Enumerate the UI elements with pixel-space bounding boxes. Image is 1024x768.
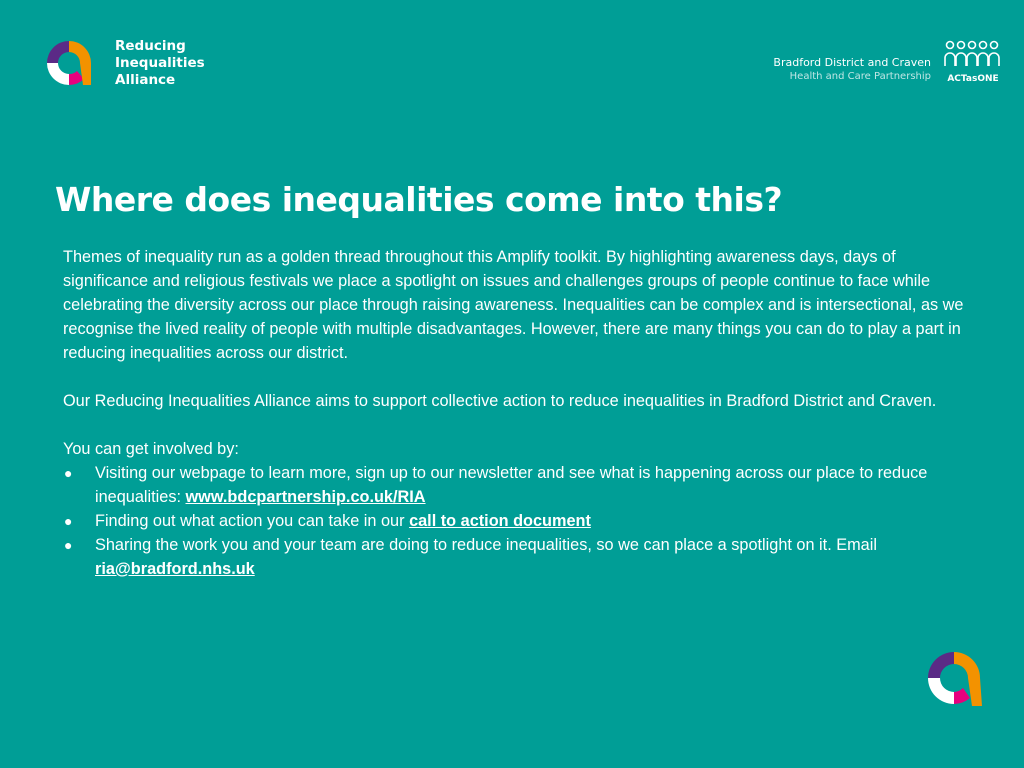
intro-paragraph: Themes of inequality run as a golden thread throughout this Amplify toolkit. By highlighting awareness days, days of significance and religious festivals we place a spotlight on issues and challenges groups of people continue to face while celebrating the diversity across our place through raising awareness. Inequalities can be complex and is intersectional, as we recognise the lived reality of people with multiple disadvantages. However, there are many things you can do to play a part in reducing inequalities across our district. xyxy=(63,248,964,362)
act-as-one-icon xyxy=(942,40,1004,68)
ria-logo xyxy=(40,37,220,89)
call-to-action-link[interactable]: call to action document xyxy=(409,512,591,530)
list-item xyxy=(63,509,968,533)
partnership-line-1: Bradford District and Craven xyxy=(773,56,931,69)
ria-logo-icon xyxy=(40,37,98,89)
logo-line: Alliance xyxy=(115,72,176,88)
involvement-list xyxy=(63,461,968,581)
email-link[interactable]: ria@bradford.nhs.uk xyxy=(95,560,255,578)
ria-logo-text xyxy=(115,38,205,89)
bullet-text: Sharing the work you and your team are doing to reduce inequalities, so we can place a spotlight on it. Email xyxy=(95,536,877,554)
page-title: Where does inequalities come into this? xyxy=(55,180,783,219)
list-item xyxy=(63,461,968,509)
logo-line: Reducing xyxy=(115,38,186,54)
webpage-link[interactable]: www.bdcpartnership.co.uk/RIA xyxy=(185,488,426,506)
alliance-paragraph: Our Reducing Inequalities Alliance aims to support collective action to reduce inequalities in Bradford District and Craven. xyxy=(63,392,937,410)
bullet-icon: ● xyxy=(64,513,73,529)
bullet-icon: ● xyxy=(64,465,73,481)
partnership-name xyxy=(773,56,931,83)
partnership-line-2: Health and Care Partnership xyxy=(789,71,931,82)
bullet-text: Visiting our webpage to learn more, sign up to our newsletter and see what is happening across our place to reduce inequalities: xyxy=(95,464,928,506)
act-as-one-label: ACTasONE xyxy=(947,74,999,84)
logo-line: Inequalities xyxy=(115,55,205,71)
corner-logo-icon xyxy=(924,648,984,710)
bullet-text: Finding out what action you can take in our xyxy=(95,512,410,530)
corner-logo xyxy=(924,648,984,715)
body-content xyxy=(63,245,968,581)
involved-intro: You can get involved by: xyxy=(63,440,239,458)
list-item xyxy=(63,533,968,581)
bullet-icon: ● xyxy=(64,537,73,553)
act-as-one-logo xyxy=(942,40,1004,84)
